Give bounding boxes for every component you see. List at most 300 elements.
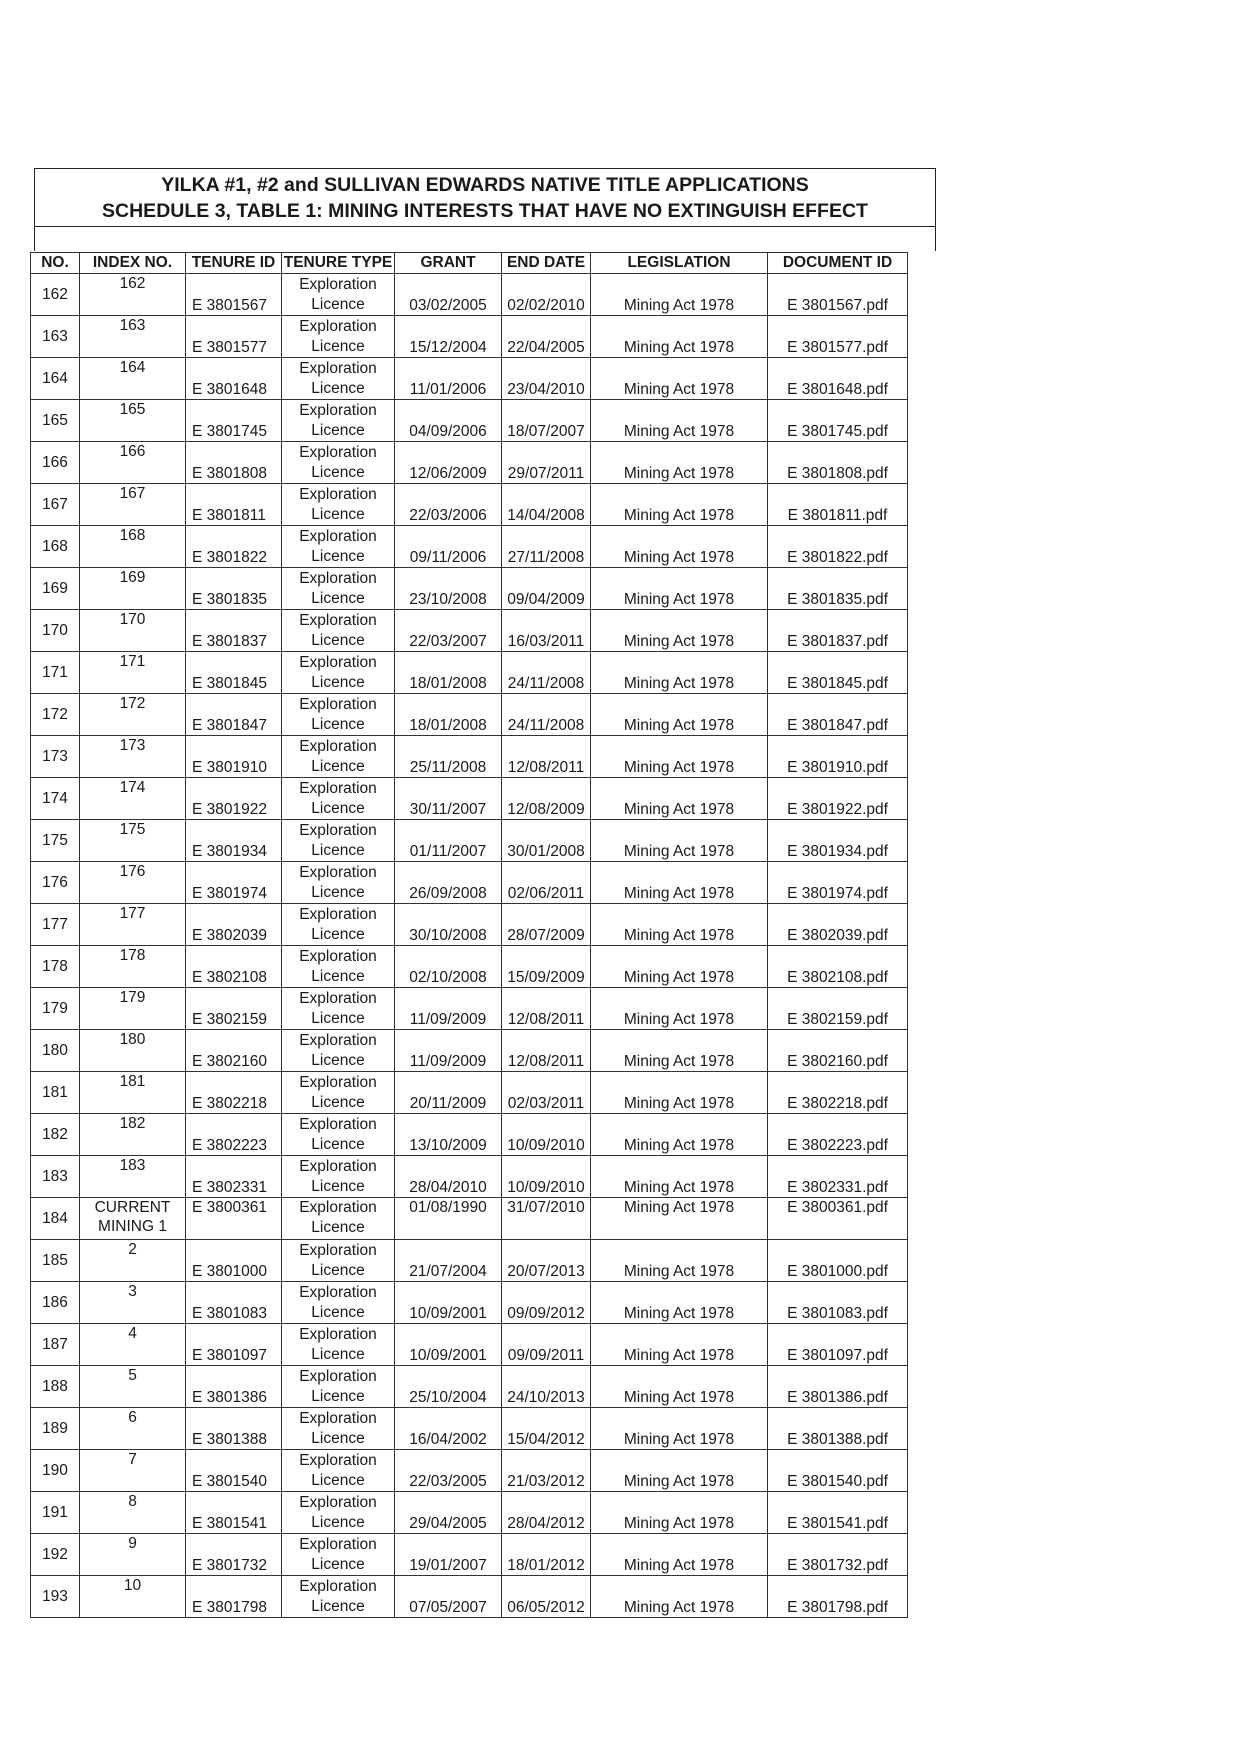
cell-legislation <box>591 1198 768 1240</box>
cell-tenure-type-line-2: Licence <box>311 1303 365 1321</box>
cell-tenure-type-line-1: Exploration <box>299 1493 377 1511</box>
header-tenure-id: TENURE ID <box>186 253 282 274</box>
cell-end-date-text: 28/04/2012 <box>507 1515 585 1532</box>
cell-legislation <box>591 946 768 988</box>
cell-tenure-type <box>282 778 395 820</box>
cell-legislation-text: Mining Act 1978 <box>623 1011 735 1028</box>
cell-grant <box>395 526 502 568</box>
cell-tenure-id <box>186 1492 282 1534</box>
cell-no <box>31 1114 80 1156</box>
cell-no-text: 163 <box>42 327 68 345</box>
cell-tenure-type-line-1: Exploration <box>299 1577 377 1595</box>
cell-end-date-text: 02/03/2011 <box>507 1095 585 1112</box>
cell-no-text: 183 <box>42 1167 68 1185</box>
cell-legislation-text: Mining Act 1978 <box>623 1557 735 1574</box>
cell-index-no <box>80 736 186 778</box>
cell-grant-text: 30/10/2008 <box>409 927 487 944</box>
cell-tenure-id-text: E 3801732 <box>192 1557 267 1574</box>
cell-tenure-type-line-2: Licence <box>311 925 365 943</box>
table-row <box>31 1450 908 1492</box>
cell-index-no <box>80 610 186 652</box>
cell-grant <box>395 736 502 778</box>
cell-end-date-text: 12/08/2009 <box>507 801 585 818</box>
cell-legislation-text: Mining Act 1978 <box>623 1179 735 1196</box>
cell-tenure-type-line-1: Exploration <box>299 1199 377 1216</box>
cell-legislation <box>591 1366 768 1408</box>
cell-index-no <box>80 1366 186 1408</box>
cell-end-date-text: 29/07/2011 <box>507 465 585 482</box>
cell-tenure-type-line-1: Exploration <box>299 1073 377 1091</box>
cell-tenure-id <box>186 946 282 988</box>
table-row <box>31 1534 908 1576</box>
cell-tenure-id <box>186 694 282 736</box>
cell-end-date-text: 12/08/2011 <box>507 1053 585 1070</box>
cell-no-text: 166 <box>42 453 68 471</box>
cell-legislation <box>591 358 768 400</box>
cell-tenure-id <box>186 652 282 694</box>
cell-tenure-type-line-2: Licence <box>311 1471 365 1489</box>
cell-tenure-type-line-2: Licence <box>311 715 365 733</box>
cell-legislation-text: Mining Act 1978 <box>623 675 735 692</box>
cell-grant-text: 20/11/2009 <box>409 1095 487 1112</box>
cell-index-no-line-1: 166 <box>119 443 146 460</box>
table-row <box>31 946 908 988</box>
cell-tenure-type-line-2: Licence <box>311 1597 365 1615</box>
cell-end-date <box>502 1282 591 1324</box>
cell-no-text: 187 <box>42 1335 68 1353</box>
cell-legislation <box>591 820 768 862</box>
cell-document-id <box>768 1282 908 1324</box>
cell-no <box>31 442 80 484</box>
cell-tenure-id-text: E 3801567 <box>192 297 267 314</box>
cell-no <box>31 652 80 694</box>
cell-grant <box>395 946 502 988</box>
cell-end-date <box>502 1450 591 1492</box>
cell-document-id-text: E 3802160.pdf <box>787 1053 888 1070</box>
cell-end-date-text: 18/07/2007 <box>507 423 585 440</box>
cell-document-id-text: E 3802218.pdf <box>787 1095 888 1112</box>
cell-grant-text: 19/01/2007 <box>409 1557 487 1574</box>
cell-end-date <box>502 1240 591 1282</box>
cell-end-date-text: 10/09/2010 <box>507 1179 585 1196</box>
cell-document-id-text: E 3801808.pdf <box>787 465 888 482</box>
cell-tenure-id-text: E 3801097 <box>192 1347 267 1364</box>
cell-no <box>31 904 80 946</box>
cell-tenure-type-line-1: Exploration <box>299 779 377 797</box>
cell-no <box>31 274 80 316</box>
cell-grant <box>395 988 502 1030</box>
cell-tenure-id-text: E 3801837 <box>192 633 267 650</box>
cell-document-id-text: E 3801822.pdf <box>787 549 888 566</box>
header-tenure-type: TENURE TYPE <box>282 253 395 274</box>
cell-grant-text: 22/03/2006 <box>409 507 487 524</box>
table-row <box>31 778 908 820</box>
cell-grant-text: 25/11/2008 <box>409 759 487 776</box>
cell-no <box>31 1534 80 1576</box>
cell-no-text: 188 <box>42 1377 68 1395</box>
cell-grant <box>395 904 502 946</box>
cell-no <box>31 526 80 568</box>
cell-end-date-text: 06/05/2012 <box>507 1599 585 1616</box>
cell-tenure-type-line-1: Exploration <box>299 863 377 881</box>
cell-legislation <box>591 1282 768 1324</box>
cell-tenure-type <box>282 652 395 694</box>
cell-tenure-id <box>186 988 282 1030</box>
cell-legislation-text: Mining Act 1978 <box>623 549 735 566</box>
cell-index-no-line-1: 167 <box>119 485 146 502</box>
cell-end-date <box>502 1072 591 1114</box>
cell-tenure-id-text: E 3801541 <box>192 1515 267 1532</box>
cell-end-date-text: 27/11/2008 <box>507 549 585 566</box>
cell-tenure-type-line-1: Exploration <box>299 1325 377 1343</box>
cell-tenure-id <box>186 1282 282 1324</box>
cell-grant <box>395 568 502 610</box>
cell-tenure-type <box>282 736 395 778</box>
cell-tenure-type-line-1: Exploration <box>299 1367 377 1385</box>
cell-grant-text: 03/02/2005 <box>409 297 487 314</box>
cell-no-text: 180 <box>42 1041 68 1059</box>
table-row <box>31 1156 908 1198</box>
cell-grant-text: 25/10/2004 <box>409 1389 487 1406</box>
cell-index-no <box>80 526 186 568</box>
cell-document-id <box>768 274 908 316</box>
table-row <box>31 988 908 1030</box>
cell-no <box>31 862 80 904</box>
table-row <box>31 316 908 358</box>
cell-legislation-text: Mining Act 1978 <box>623 759 735 776</box>
cell-end-date <box>502 1492 591 1534</box>
cell-tenure-id-text: E 3801847 <box>192 717 267 734</box>
cell-document-id <box>768 400 908 442</box>
header-index-no: INDEX NO. <box>80 253 186 274</box>
cell-document-id-text: E 3802331.pdf <box>787 1179 888 1196</box>
cell-tenure-type-line-2: Licence <box>311 337 365 355</box>
cell-document-id <box>768 862 908 904</box>
cell-tenure-type-line-2: Licence <box>311 589 365 607</box>
cell-document-id-text: E 3801835.pdf <box>787 591 888 608</box>
cell-index-no-line-1: 163 <box>119 317 146 334</box>
cell-legislation-text: Mining Act 1978 <box>623 1431 735 1448</box>
cell-tenure-id-text: E 3802108 <box>192 969 267 986</box>
cell-index-no-line-1: 170 <box>119 611 146 628</box>
cell-tenure-type <box>282 1450 395 1492</box>
cell-end-date <box>502 526 591 568</box>
cell-tenure-id-text: E 3801808 <box>192 465 267 482</box>
table-row <box>31 610 908 652</box>
cell-grant-text: 02/10/2008 <box>409 969 487 986</box>
cell-tenure-id-text: E 3801540 <box>192 1473 267 1490</box>
cell-tenure-id-text: E 3801974 <box>192 885 267 902</box>
schedule-title-box <box>34 168 936 227</box>
cell-index-no <box>80 1156 186 1198</box>
cell-document-id-text: E 3801811.pdf <box>787 507 888 524</box>
cell-tenure-type <box>282 1408 395 1450</box>
cell-tenure-id-text: E 3802039 <box>192 927 267 944</box>
cell-index-no-line-1: 6 <box>128 1409 137 1426</box>
cell-tenure-id <box>186 526 282 568</box>
cell-tenure-id-text: E 3801835 <box>192 591 267 608</box>
cell-legislation-text: Mining Act 1978 <box>623 801 735 818</box>
cell-grant-text: 07/05/2007 <box>409 1599 487 1616</box>
table-row <box>31 652 908 694</box>
cell-end-date-text: 24/10/2013 <box>507 1389 585 1406</box>
table-row <box>31 736 908 778</box>
cell-index-no <box>80 652 186 694</box>
cell-no-text: 172 <box>42 705 68 723</box>
cell-tenure-id <box>186 1534 282 1576</box>
cell-end-date-text: 12/08/2011 <box>507 1011 585 1028</box>
table-row <box>31 1366 908 1408</box>
cell-grant-text: 10/09/2001 <box>409 1305 487 1322</box>
cell-tenure-type-line-1: Exploration <box>299 1535 377 1553</box>
cell-document-id <box>768 1114 908 1156</box>
table-row <box>31 568 908 610</box>
cell-grant-text: 30/11/2007 <box>409 801 487 818</box>
cell-tenure-type <box>282 1198 395 1240</box>
cell-tenure-type-line-2: Licence <box>311 505 365 523</box>
cell-document-id <box>768 610 908 652</box>
cell-no-text: 176 <box>42 873 68 891</box>
cell-tenure-type-line-1: Exploration <box>299 1409 377 1427</box>
cell-tenure-type-line-1: Exploration <box>299 947 377 965</box>
cell-index-no <box>80 568 186 610</box>
cell-index-no <box>80 946 186 988</box>
cell-index-no <box>80 484 186 526</box>
cell-no <box>31 568 80 610</box>
cell-tenure-type <box>282 316 395 358</box>
cell-tenure-type <box>282 1324 395 1366</box>
cell-grant-text: 16/04/2002 <box>409 1431 487 1448</box>
cell-end-date-text: 23/04/2010 <box>507 381 585 398</box>
cell-end-date <box>502 400 591 442</box>
cell-document-id <box>768 988 908 1030</box>
cell-end-date-text: 09/04/2009 <box>507 591 585 608</box>
cell-tenure-id <box>186 1240 282 1282</box>
cell-tenure-type <box>282 988 395 1030</box>
cell-no <box>31 484 80 526</box>
cell-end-date-text: 09/09/2012 <box>507 1305 585 1322</box>
cell-no <box>31 946 80 988</box>
cell-document-id-text: E 3801910.pdf <box>787 759 888 776</box>
cell-no <box>31 1408 80 1450</box>
cell-no-text: 169 <box>42 579 68 597</box>
cell-tenure-id <box>186 442 282 484</box>
cell-end-date <box>502 358 591 400</box>
cell-document-id <box>768 484 908 526</box>
cell-grant-text: 11/01/2006 <box>409 381 487 398</box>
cell-index-no <box>80 862 186 904</box>
cell-index-no-line-1: 171 <box>119 653 146 670</box>
cell-grant-text: 29/04/2005 <box>409 1515 487 1532</box>
schedule-subtitle: SCHEDULE 3, TABLE 1: MINING INTERESTS THAT HAVE NO EXTINGUISH EFFECT <box>102 200 868 222</box>
cell-grant-text: 11/09/2009 <box>409 1053 487 1070</box>
cell-end-date-text: 28/07/2009 <box>507 927 585 944</box>
cell-grant-text: 21/07/2004 <box>409 1263 487 1280</box>
cell-index-no-line-1: 179 <box>119 989 146 1006</box>
cell-legislation <box>591 1576 768 1618</box>
cell-no <box>31 820 80 862</box>
cell-tenure-type-line-2: Licence <box>311 799 365 817</box>
cell-end-date-text: 15/09/2009 <box>507 969 585 986</box>
cell-document-id <box>768 1240 908 1282</box>
cell-legislation <box>591 1492 768 1534</box>
cell-no-text: 190 <box>42 1461 68 1479</box>
cell-index-no-line-1: 175 <box>119 821 146 838</box>
cell-document-id <box>768 316 908 358</box>
cell-document-id <box>768 820 908 862</box>
cell-tenure-type <box>282 1534 395 1576</box>
cell-no <box>31 1450 80 1492</box>
cell-index-no-line-1: 162 <box>119 275 146 292</box>
cell-end-date <box>502 694 591 736</box>
cell-tenure-type-line-1: Exploration <box>299 737 377 755</box>
cell-grant <box>395 1408 502 1450</box>
cell-tenure-id <box>186 568 282 610</box>
cell-end-date <box>502 778 591 820</box>
cell-index-no-line-1: 165 <box>119 401 146 418</box>
cell-document-id-text: E 3801732.pdf <box>787 1557 888 1574</box>
cell-tenure-id-text: E 3801388 <box>192 1431 267 1448</box>
cell-index-no <box>80 1450 186 1492</box>
cell-tenure-type-line-2: Licence <box>311 463 365 481</box>
cell-legislation <box>591 400 768 442</box>
cell-tenure-type-line-1: Exploration <box>299 1241 377 1259</box>
cell-tenure-type <box>282 1114 395 1156</box>
cell-tenure-id-text: E 3801934 <box>192 843 267 860</box>
cell-no <box>31 358 80 400</box>
cell-end-date <box>502 274 591 316</box>
cell-no-text: 164 <box>42 369 68 387</box>
cell-grant-text: 09/11/2006 <box>409 549 487 566</box>
cell-tenure-type-line-1: Exploration <box>299 611 377 629</box>
cell-tenure-type-line-1: Exploration <box>299 1115 377 1133</box>
cell-tenure-type-line-2: Licence <box>311 1051 365 1069</box>
cell-tenure-type-line-2: Licence <box>311 673 365 691</box>
cell-grant <box>395 778 502 820</box>
cell-end-date <box>502 610 591 652</box>
cell-tenure-id-text: E 3801811 <box>192 507 266 524</box>
cell-document-id-text: E 3800361.pdf <box>787 1199 888 1216</box>
table-row <box>31 274 908 316</box>
cell-index-no-line-1: CURRENT <box>94 1199 171 1216</box>
cell-end-date <box>502 736 591 778</box>
cell-tenure-type-line-2: Licence <box>311 631 365 649</box>
cell-tenure-id-text: E 3801922 <box>192 801 267 818</box>
cell-tenure-id <box>186 1366 282 1408</box>
cell-legislation-text: Mining Act 1978 <box>623 423 735 440</box>
cell-tenure-id-text: E 3802159 <box>192 1011 267 1028</box>
table-row <box>31 1282 908 1324</box>
cell-index-no-line-1: 178 <box>119 947 146 964</box>
cell-legislation <box>591 862 768 904</box>
cell-index-no-line-1: 174 <box>119 779 146 796</box>
cell-grant <box>395 1492 502 1534</box>
cell-index-no-line-1: 181 <box>119 1073 146 1090</box>
cell-legislation <box>591 652 768 694</box>
cell-tenure-type-line-1: Exploration <box>299 653 377 671</box>
cell-index-no-line-1: 177 <box>119 905 146 922</box>
cell-tenure-type-line-2: Licence <box>311 883 365 901</box>
cell-index-no <box>80 778 186 820</box>
cell-no <box>31 1366 80 1408</box>
cell-tenure-type <box>282 526 395 568</box>
cell-tenure-type <box>282 274 395 316</box>
cell-document-id <box>768 1576 908 1618</box>
cell-document-id-text: E 3801922.pdf <box>787 801 888 818</box>
cell-document-id-text: E 3801648.pdf <box>787 381 888 398</box>
cell-grant-text: 01/08/1990 <box>409 1199 487 1216</box>
cell-grant <box>395 442 502 484</box>
cell-grant <box>395 1282 502 1324</box>
cell-tenure-type-line-2: Licence <box>311 547 365 565</box>
cell-tenure-type <box>282 400 395 442</box>
cell-no-text: 182 <box>42 1125 68 1143</box>
cell-index-no <box>80 316 186 358</box>
cell-end-date <box>502 862 591 904</box>
cell-tenure-type-line-2: Licence <box>311 1387 365 1405</box>
header-document-id: DOCUMENT ID <box>768 253 908 274</box>
cell-index-no <box>80 1408 186 1450</box>
cell-no-text: 192 <box>42 1545 68 1563</box>
cell-no-text: 178 <box>42 957 68 975</box>
cell-document-id <box>768 1534 908 1576</box>
cell-legislation <box>591 1408 768 1450</box>
cell-tenure-id-text: E 3801000 <box>192 1263 267 1280</box>
cell-tenure-type <box>282 610 395 652</box>
cell-tenure-id-text: E 3801798 <box>192 1599 267 1616</box>
table-header-row <box>31 253 908 274</box>
table-row <box>31 694 908 736</box>
cell-tenure-type-line-2: Licence <box>311 757 365 775</box>
cell-tenure-type-line-1: Exploration <box>299 485 377 503</box>
cell-document-id-text: E 3801083.pdf <box>787 1305 888 1322</box>
cell-index-no <box>80 1240 186 1282</box>
cell-tenure-type-line-1: Exploration <box>299 1031 377 1049</box>
cell-index-no-line-1: 176 <box>119 863 146 880</box>
cell-grant-text: 01/11/2007 <box>409 843 487 860</box>
cell-no <box>31 1282 80 1324</box>
cell-grant <box>395 400 502 442</box>
table-row <box>31 484 908 526</box>
cell-legislation-text: Mining Act 1978 <box>623 717 735 734</box>
cell-tenure-id <box>186 274 282 316</box>
cell-index-no-line-1: 164 <box>119 359 146 376</box>
cell-tenure-id <box>186 1198 282 1240</box>
cell-grant <box>395 1576 502 1618</box>
table-row <box>31 1492 908 1534</box>
cell-tenure-id-text: E 3802223 <box>192 1137 267 1154</box>
cell-grant <box>395 610 502 652</box>
cell-index-no-line-1: 182 <box>119 1115 146 1132</box>
cell-legislation <box>591 736 768 778</box>
cell-no-text: 185 <box>42 1251 68 1269</box>
cell-no-text: 191 <box>42 1503 68 1521</box>
cell-document-id <box>768 1030 908 1072</box>
mining-interests-table <box>30 252 908 1618</box>
cell-end-date-text: 10/09/2010 <box>507 1137 585 1154</box>
cell-grant <box>395 1156 502 1198</box>
cell-legislation-text: Mining Act 1978 <box>623 1095 735 1112</box>
cell-tenure-type <box>282 1576 395 1618</box>
cell-legislation-text: Mining Act 1978 <box>623 1053 735 1070</box>
cell-tenure-id <box>186 1114 282 1156</box>
cell-legislation <box>591 904 768 946</box>
table-row <box>31 358 908 400</box>
cell-legislation <box>591 778 768 820</box>
cell-index-no-line-1: 3 <box>128 1283 137 1300</box>
cell-legislation <box>591 988 768 1030</box>
cell-tenure-id <box>186 610 282 652</box>
